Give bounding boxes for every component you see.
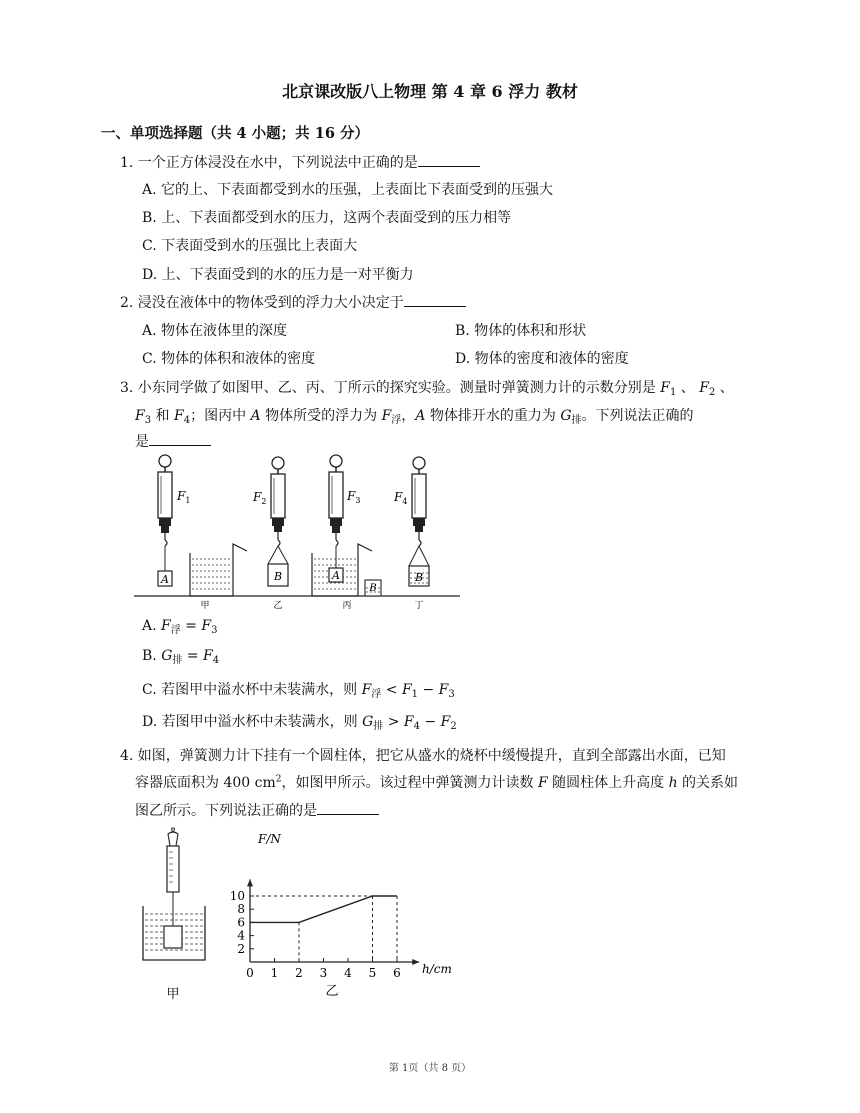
q3-word-and: 和 [155, 408, 170, 424]
fig-label-bing: 丙 [342, 601, 352, 611]
q1-option-a: A. 它的上、下表面都受到水的压强，上表面比下表面受到的压强大 [142, 182, 554, 198]
spring-scale-3 [329, 455, 343, 568]
q3-stem-line3 [135, 431, 211, 451]
q2-stem [120, 292, 466, 312]
spring-scale-5 [167, 828, 179, 926]
q1-stem-text: 1. 一个正方体浸没在水中，下列说法中正确的是 [120, 155, 418, 171]
q4-beaker-figure [135, 828, 215, 1008]
q4-text-a: 容器底面积为 400 cm [135, 775, 276, 791]
fig-label-yi-q4: 乙 [325, 984, 339, 999]
page-title: 北京课改版八上物理 第 4 章 6 浮力 教材 [282, 82, 578, 101]
q3-opt-a-label: A. [142, 618, 157, 634]
gauge-f2-label: $F_2$ [253, 490, 267, 506]
answer-blank [418, 154, 480, 167]
sub-fu: 浮 [391, 415, 402, 426]
sub-fu: 浮 [170, 625, 181, 636]
q2-option-d: D. 物体的密度和液体的密度 [455, 351, 629, 367]
block-b-1-label: B [273, 570, 283, 583]
q3-text-f: 。下列说法正确的 [581, 408, 694, 424]
sub-pai: 排 [571, 415, 582, 426]
fig-label-ding: 丁 [414, 601, 424, 611]
spring-scale-4 [409, 457, 429, 566]
q3-text-c: 物体所受的浮力为 [265, 408, 378, 424]
answer-blank [317, 802, 379, 815]
q1-stem [120, 152, 480, 172]
y-tick-label: 8 [237, 902, 245, 917]
q3-opt-b-label: B. [142, 648, 157, 664]
chart-series [250, 896, 397, 922]
fig-label-jia: 甲 [200, 601, 210, 611]
q3-text-d: ， [401, 408, 416, 424]
sub-pai: 排 [373, 721, 384, 732]
cylinder [164, 926, 182, 948]
q2-option-a: A. 物体在液体里的深度 [142, 323, 288, 339]
q2-option-b: B. 物体的体积和形状 [455, 323, 587, 339]
q4-stem-line2: 容器底面积为 400 $cm^2$，如图甲所示。该过程中弹簧测力计读数 F 随圆柱体上升高度 h 的关系如 [135, 774, 739, 791]
q3-option-d: D. 若图甲中溢水杯中未装满水，则 $G_排 > F_4 - F_2$ [142, 714, 457, 732]
sub-fu: 浮 [371, 689, 382, 700]
fig-label-jia-q4: 甲 [166, 987, 180, 1002]
y-axis-label: F/N [258, 832, 281, 846]
gauge-f1-label: $F_1$ [177, 489, 191, 505]
q2-stem-text: 2. 浸没在液体中的物体受到的浮力大小决定于 [120, 295, 404, 311]
x-tick-label: 4 [344, 966, 352, 980]
q3-stem-line2: $F_3$ 和 $F_4$；图丙中 A 物体所受的浮力为 $F_浮$，A 物体排开水的重力为 $G_排$。下列说法正确的 [135, 408, 694, 426]
answer-blank [404, 294, 466, 307]
q3-option-a: A. $F_浮 = F_3$ [142, 618, 218, 636]
x-tick-label: 6 [393, 966, 401, 980]
q4-stem-line3 [135, 800, 379, 820]
block-a-2-label: A [332, 569, 340, 582]
x-axis-arrow [412, 959, 419, 965]
spring-scale-2 [268, 457, 288, 564]
x-tick-label: 3 [319, 966, 328, 980]
q4-text-b: ，如图甲所示。该过程中弹簧测力计读数 [281, 775, 534, 791]
q1-option-c: C. 下表面受到水的压强比上表面大 [142, 238, 358, 254]
q4-text-c: 随圆柱体上升高度 [552, 775, 665, 791]
q3-text-b: ；图丙中 [190, 408, 247, 424]
q1-option-b: B. 上、下表面都受到水的压力，这两个表面受到的压力相等 [142, 210, 512, 226]
x-tick-label: 5 [368, 966, 377, 980]
y-tick-label: 4 [237, 928, 245, 943]
x-tick-label: 0 [246, 966, 254, 980]
series-line [250, 896, 397, 922]
y-tick-label: 10 [229, 889, 245, 903]
q3-line1-text: 3. 小东同学做了如图甲、乙、丙、丁所示的探究实验。测量时弹簧测力计的示数分别是 [120, 380, 656, 396]
q3-option-c: C. 若图甲中溢水杯中未装满水，则 $F_浮 < F_1 - F_3$ [142, 682, 455, 700]
q3-line3-text: 是 [135, 434, 149, 450]
x-axis-label: h/cm [422, 962, 452, 976]
q3-option-b: B. $G_排 = F_4$ [142, 648, 220, 666]
block-a-1-label: A [161, 573, 169, 586]
x-tick-label: 2 [295, 966, 303, 980]
q4-stem-line1: 4. 如图，弹簧测力计下挂有一个圆柱体，把它从盛水的烧杯中缓慢提升，直到全部露出水面，已知 [120, 748, 726, 764]
gauge-f4-label: $F_4$ [394, 490, 408, 506]
y-tick-label: 6 [237, 915, 245, 930]
block-b-2-label: B [369, 583, 377, 594]
q4-force-height-chart [229, 825, 467, 1010]
q1-option-d: D. 上、下表面受到的水的压力是一对平衡力 [142, 267, 414, 283]
q4-line3-text: 图乙所示。下列说法正确的是 [135, 803, 317, 819]
q4-text-d: 的关系如 [682, 775, 739, 791]
gauge-f3-label: $F_3$ [347, 489, 361, 505]
y-tick-label: 2 [237, 941, 245, 956]
fig-label-yi: 乙 [273, 601, 283, 611]
overflow-cup-1 [190, 544, 247, 596]
chart-guides [250, 896, 397, 962]
page-footer: 第 1页（共 8 页） [388, 1063, 472, 1074]
q3-stem-line1: 3. 小东同学做了如图甲、乙、丙、丁所示的探究实验。测量时弹簧测力计的示数分别是 $F_1$ 、 $F_2$ 、 [120, 380, 734, 398]
q3-text-e: 物体排开水的重力为 [429, 408, 556, 424]
x-tick-label: 1 [270, 966, 279, 980]
spring-scale-1 [158, 455, 172, 571]
sub-pai: 排 [172, 655, 183, 666]
y-axis-arrow [247, 879, 253, 886]
chart-tick-labels [230, 889, 401, 980]
block-b-3-label: B [414, 571, 424, 584]
section-heading: 一、单项选择题（共 4 小题；共 16 分） [101, 125, 369, 142]
q3-opt-c-text: C. 若图甲中溢水杯中未装满水，则 [142, 682, 358, 698]
q3-opt-d-text: D. 若图甲中溢水杯中未装满水，则 [142, 714, 358, 730]
q3-experiment-figure [130, 452, 465, 612]
answer-blank [149, 433, 211, 446]
q2-option-c: C. 物体的体积和液体的密度 [142, 351, 316, 367]
